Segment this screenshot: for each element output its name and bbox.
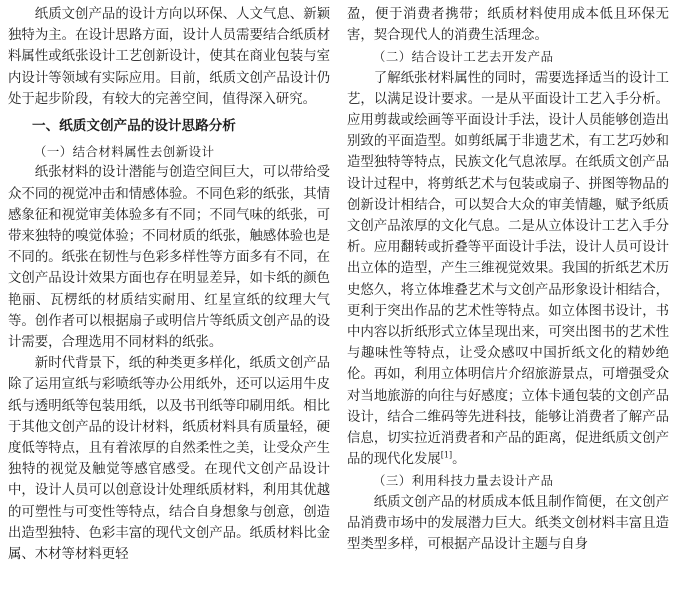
left-column: [8, 4, 330, 565]
subsection-heading-3: （三）利用科技力量去设计产品: [373, 473, 554, 489]
subsection-heading-2: （二）结合设计工艺去开发产品: [373, 49, 554, 65]
subsection-heading-1: （一）结合材料属性去创新设计: [34, 144, 215, 160]
continued-paragraph: 盈，便于消费者携带；纸质材料使用成本低且环保无害，契合现代人的消费生活理念。: [347, 7, 669, 44]
body-paragraph: 新时代背景下，纸的种类更多样化，纸质文创产品除了运用宣纸与彩喷纸等办公用纸外，还可以运用牛皮纸与透明纸等包装用纸，以及书刊纸等印刷用纸。相比于其他文创产品的设计材料，纸质材料具有质量轻，硬度低等特点，且有着浓厚的自然柔性之美，让受众产生独特的视觉及触觉等感官感受。在现代文创产品设计中，设计人员可以创意设计处理纸质材料，利用其优越的可塑性与可变性等特点，结合自身想象与创意，创造出造型独特、色彩丰富的现代文创产品。纸质材料比金属、木材等材料更轻: [8, 356, 330, 563]
citation-marker: [1]: [440, 450, 453, 460]
intro-paragraph: 纸质文创产品的设计方向以环保、人文气息、新颖独特为主。在设计思路方面，设计人员需要结合纸质材料属性或纸张设计工艺创新设计，使其在商业包装与室内设计等领域有实际应用。目前，纸质文创产品设计仍处于起步阶段，有较大的完善空间，值得深入研究。: [8, 7, 330, 107]
body-paragraph: 纸张材料的设计潜能与创造空间巨大，可以带给受众不同的视觉冲击和情感体验。不同色彩的纸张，其情感象征和视觉审美体验多有不同；不同气味的纸张，可带来独特的嗅觉体验；不同材质的纸张，触感体验也是不同的。纸张在韧性与色彩多样性等方面多有不同，在文创产品设计效果方面也存在明显差异，如卡纸的颜色艳丽、瓦楞纸的材质结实耐用、红星宣纸的纹理大气等。创作者可以根据扇子或明信片等纸质文创产品的设计需要，合理选用不同材料的纸张。: [8, 165, 330, 351]
section-heading: 一、纸质文创产品的设计思路分析: [32, 118, 236, 135]
body-paragraph: [347, 68, 669, 471]
body-text: 了解纸张材料属性的同时，需要选择适当的设计工艺，以满足设计要求。一是从平面设计工艺入手分析。应用剪裁或绘画等平面设计手法，设计人员能够创造出别致的平面造型。如剪纸属于非遗艺术，有工艺巧妙和造型独特等特点，民族文化气息浓厚。在纸质文创产品设计过程中，将剪纸艺术与包装或扇子、拼图等物品的创新设计相结合，可以契合大众的审美情趣，赋予纸质文创产品浓厚的文化气息。二是从立体设计工艺入手分析。应用翻转或折叠等平面设计手法，设计人员可设计出立体的造型，产生三维视觉效果。我国的折纸艺术历史悠久，将立体堆叠艺术与文创产品形象设计相结合，更利于突出作品的艺术性等特点。如立体图书设计，书中内容以折纸形式立体呈现出来，可突出图书的艺术性与趣味性等特点，让受众感叹中国折纸文化的精妙绝伦。再如，利用立体明信片介绍旅游景点，可增强受众对当地旅游的向往与好感度；立体卡通包装的文创产品设计，结合二维码等先进科技，能够让消费者了解产品信息，切实拉近消费者和产品的距离，促进纸质文创产品的现代化发展: [347, 70, 669, 468]
body-paragraph: 纸质文创产品的材质成本低且制作简便，在文创产品消费市场中的发展潜力巨大。纸类文创材料丰富且造型类型多样，可根据产品设计主题与自身: [347, 494, 669, 553]
body-text: 。: [452, 452, 466, 468]
right-column: [347, 4, 669, 555]
